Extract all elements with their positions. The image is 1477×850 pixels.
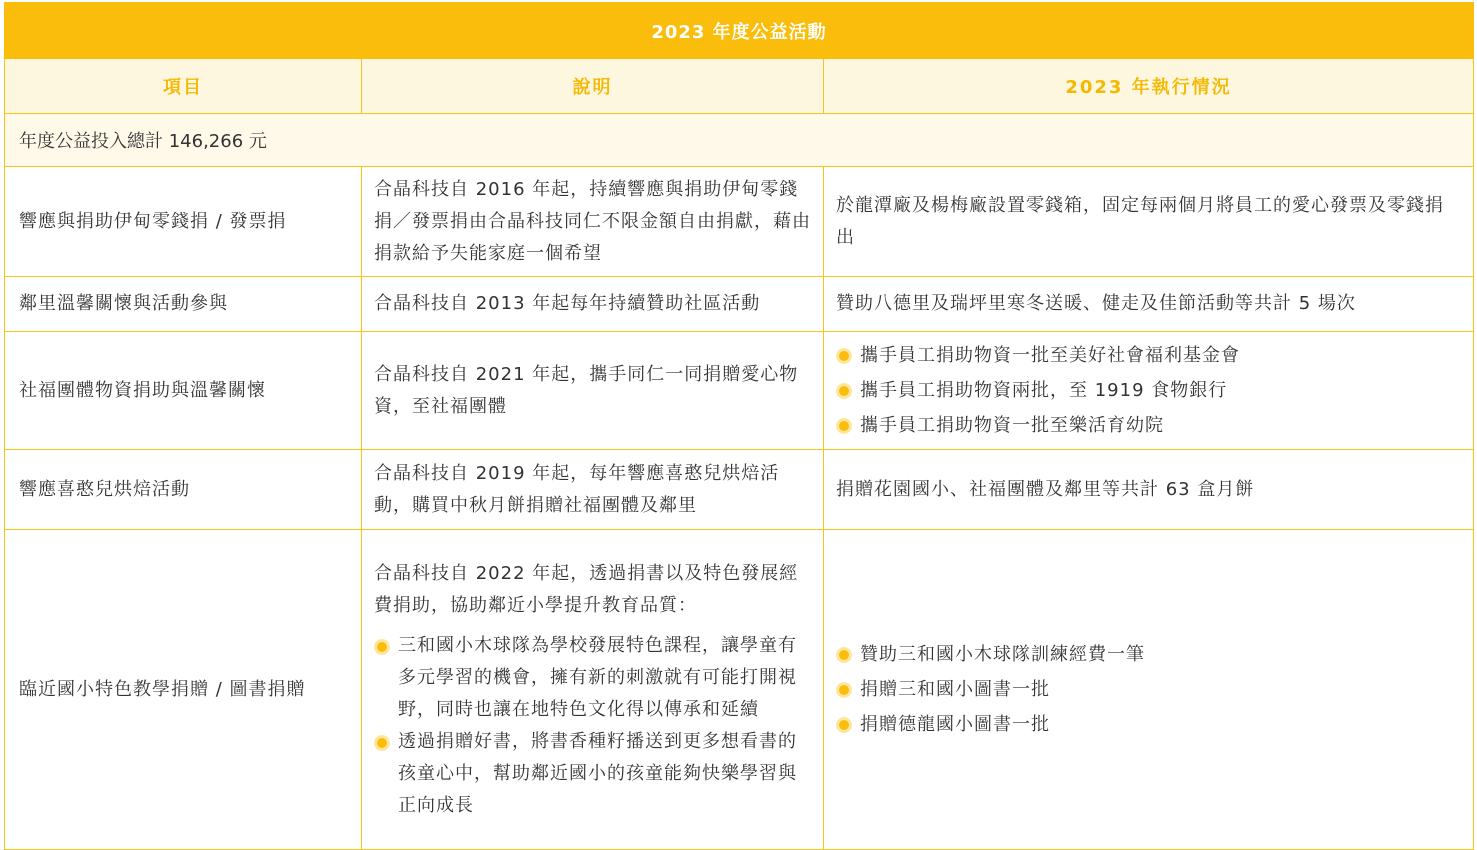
bullet-icon bbox=[374, 639, 390, 655]
row-item: 社福團體物資捐助與溫馨關懷 bbox=[5, 332, 362, 450]
row-result: 贊助八德里及瑞坪里寒冬送暖、健走及佳節活動等共計 5 場次 bbox=[824, 277, 1474, 332]
table-title: 2023 年度公益活動 bbox=[5, 3, 1474, 59]
bullet-icon bbox=[836, 682, 852, 698]
table-row bbox=[5, 530, 1474, 850]
result-list bbox=[836, 338, 1461, 443]
row-description: 合晶科技自 2019 年起，每年響應喜憨兒烘焙活動，購買中秋月餅捐贈社福團體及鄰里 bbox=[362, 450, 824, 530]
row-item: 響應與捐助伊甸零錢捐 / 發票捐 bbox=[5, 167, 362, 277]
list-item: 透過捐贈好書，將書香種籽播送到更多想看書的孩童心中，幫助鄰近國小的孩童能夠快樂學習與正向成長 bbox=[374, 726, 811, 822]
bullet-icon bbox=[836, 348, 852, 364]
row-description: 合晶科技自 2013 年起每年持續贊助社區活動 bbox=[362, 277, 824, 332]
bullet-icon bbox=[836, 717, 852, 733]
list-item: 攜手員工捐助物資兩批，至 1919 食物銀行 bbox=[836, 373, 1461, 408]
table-row bbox=[5, 332, 1474, 450]
bullet-icon bbox=[374, 735, 390, 751]
description-intro: 合晶科技自 2022 年起，透過捐書以及特色發展經費捐助，協助鄰近小學提升教育品質： bbox=[374, 562, 799, 616]
row-result: 於龍潭廠及楊梅廠設置零錢箱，固定每兩個月將員工的愛心發票及零錢捐出 bbox=[824, 167, 1474, 277]
total-amount: 年度公益投入總計 146,266 元 bbox=[5, 114, 1474, 167]
result-list bbox=[836, 637, 1461, 742]
description-list bbox=[374, 630, 811, 822]
header-item: 項目 bbox=[5, 59, 362, 114]
list-item: 三和國小木球隊為學校發展特色課程，讓學童有多元學習的機會，擁有新的刺激就有可能打開視野，同時也讓在地特色文化得以傳承和延續 bbox=[374, 630, 811, 726]
list-item: 捐贈德龍國小圖書一批 bbox=[836, 707, 1461, 742]
row-result bbox=[824, 332, 1474, 450]
row-item: 鄰里溫馨關懷與活動參與 bbox=[5, 277, 362, 332]
bullet-icon bbox=[836, 418, 852, 434]
list-item: 攜手員工捐助物資一批至樂活育幼院 bbox=[836, 408, 1461, 443]
activity-table bbox=[4, 2, 1474, 850]
table-header-row bbox=[5, 59, 1474, 114]
row-description bbox=[362, 530, 824, 850]
row-description: 合晶科技自 2021 年起，攜手同仁一同捐贈愛心物資，至社福團體 bbox=[362, 332, 824, 450]
row-result bbox=[824, 530, 1474, 850]
row-description: 合晶科技自 2016 年起，持續響應與捐助伊甸零錢捐／發票捐由合晶科技同仁不限金額自由捐獻，藉由捐款給予失能家庭一個希望 bbox=[362, 167, 824, 277]
row-item: 響應喜憨兒烘焙活動 bbox=[5, 450, 362, 530]
list-item: 贊助三和國小木球隊訓練經費一筆 bbox=[836, 637, 1461, 672]
table-row bbox=[5, 277, 1474, 332]
table-title-row bbox=[5, 3, 1474, 59]
bullet-icon bbox=[836, 383, 852, 399]
bullet-icon bbox=[836, 647, 852, 663]
header-description: 說明 bbox=[362, 59, 824, 114]
row-result: 捐贈花園國小、社福團體及鄰里等共計 63 盒月餅 bbox=[824, 450, 1474, 530]
total-row bbox=[5, 114, 1474, 167]
activity-table-container bbox=[4, 2, 1473, 850]
list-item: 攜手員工捐助物資一批至美好社會福利基金會 bbox=[836, 338, 1461, 373]
row-item: 臨近國小特色教學捐贈 / 圖書捐贈 bbox=[5, 530, 362, 850]
list-item: 捐贈三和國小圖書一批 bbox=[836, 672, 1461, 707]
table-row bbox=[5, 167, 1474, 277]
table-row bbox=[5, 450, 1474, 530]
header-result: 2023 年執行情況 bbox=[824, 59, 1474, 114]
